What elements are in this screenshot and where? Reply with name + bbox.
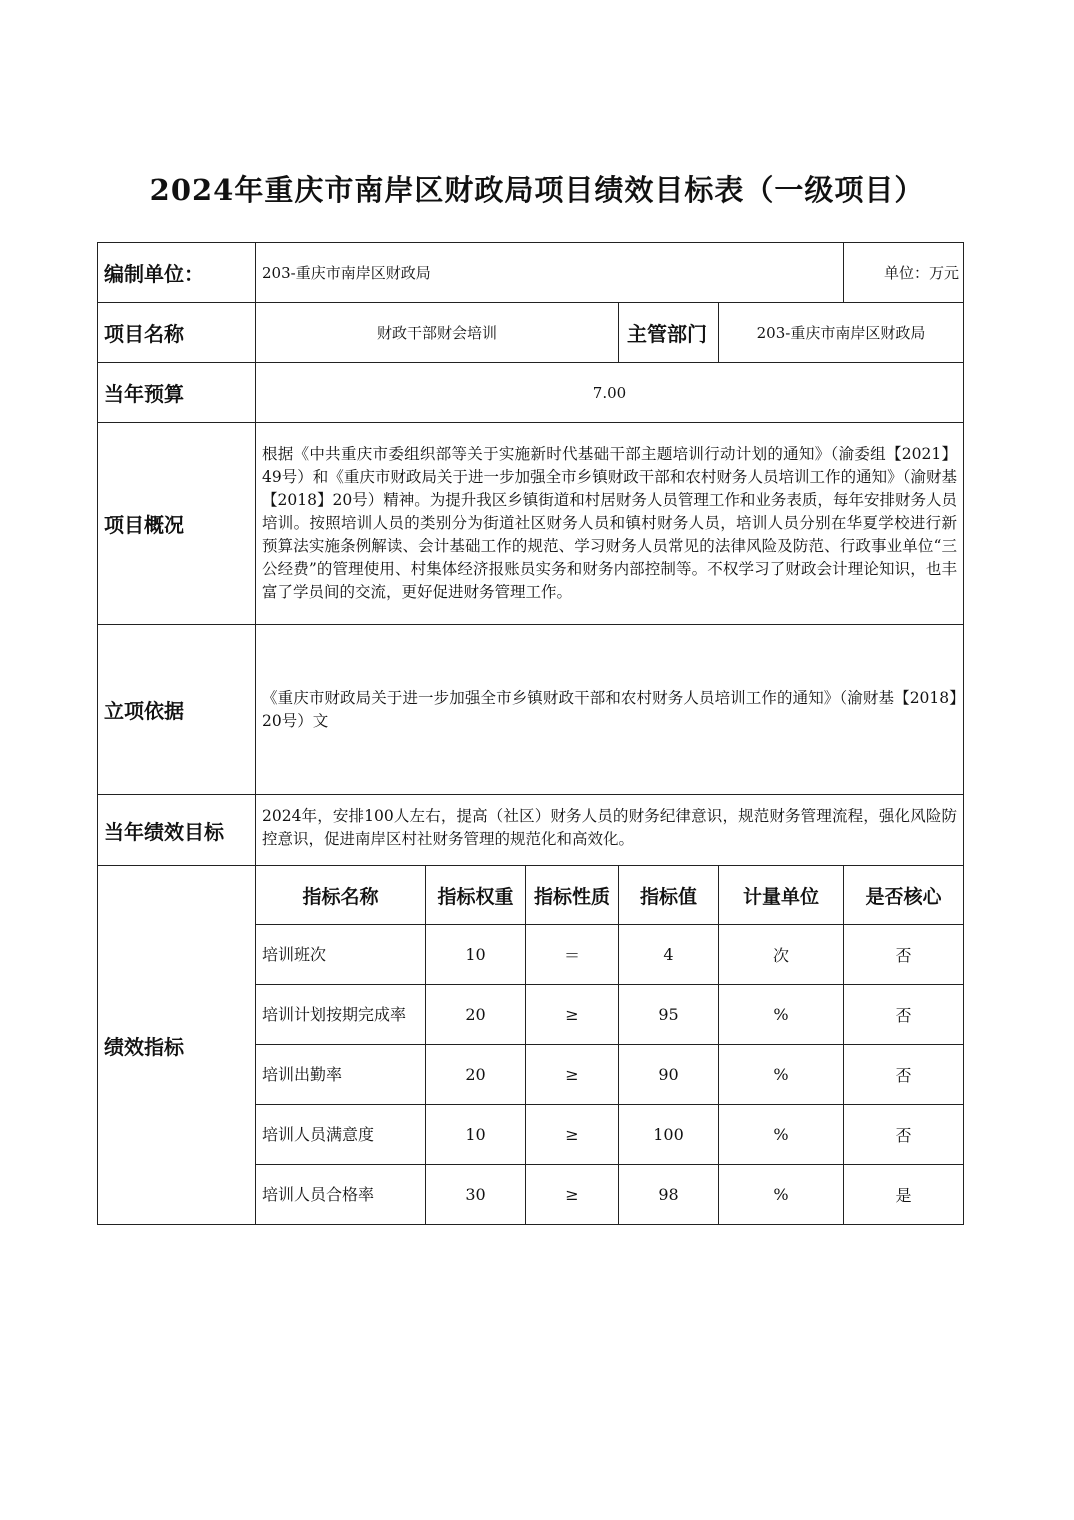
indicator-value: 4	[619, 925, 719, 985]
indicator-value: 95	[619, 985, 719, 1045]
overview-text: 根据《中共重庆市委组织部等关于实施新时代基础干部主题培训行动计划的通知》（渝委组【2021】49号）和《重庆市财政局关于进一步加强全市乡镇财政干部和农村财务人员培训工作的通知》（渝财基【2018】20号）精神。为提升我区乡镇街道和村居财务人员管理工作和业务表质，每年安排财务人员培训。按照培训人员的类别分为街道社区财务人员和镇村财务人员，培训人员分别在华夏学校进行新预算法实施条例解读、会计基础工作的规范、学习财务人员常见的法律风险及防范、行政事业单位“三公经费”的管理使用、村集体经济报账员实务和财务内部控制等。不权学习了财政会计理论知识，也丰富了学员间的交流，更好促进财务管理工作。	[256, 423, 964, 625]
budget-row	[98, 363, 964, 423]
indicator-unit: %	[719, 1165, 844, 1225]
indicator-core: 否	[844, 1105, 964, 1165]
header-nature: 指标性质	[526, 866, 619, 925]
budget-label: 当年预算	[98, 363, 256, 423]
basis-label: 立项依据	[98, 625, 256, 795]
goal-text: 2024年，安排100人左右，提高（社区）财务人员的财务纪律意识，规范财务管理流程，强化风险防控意识，促进南岸区村社财务管理的规范化和高效化。	[256, 795, 964, 866]
indicator-core: 是	[844, 1165, 964, 1225]
indicator-unit: %	[719, 985, 844, 1045]
dept-label: 主管部门	[619, 303, 719, 363]
performance-target-table	[97, 242, 964, 1225]
indicator-weight: 20	[426, 985, 526, 1045]
indicators-label: 绩效指标	[98, 866, 256, 1225]
indicator-weight: 10	[426, 925, 526, 985]
indicator-unit: %	[719, 1105, 844, 1165]
project-name-label: 项目名称	[98, 303, 256, 363]
unit-label: 编制单位：	[98, 243, 256, 303]
indicator-weight: 10	[426, 1105, 526, 1165]
indicator-name: 培训人员合格率	[256, 1165, 426, 1225]
indicator-name: 培训人员满意度	[256, 1105, 426, 1165]
indicator-value: 98	[619, 1165, 719, 1225]
indicator-header-row	[98, 866, 964, 925]
indicator-value: 100	[619, 1105, 719, 1165]
indicator-name: 培训计划按期完成率	[256, 985, 426, 1045]
overview-row	[98, 423, 964, 625]
indicator-nature: ≥	[526, 1165, 619, 1225]
goal-row	[98, 795, 964, 866]
indicator-nature: ≥	[526, 1105, 619, 1165]
project-row	[98, 303, 964, 363]
indicator-unit: %	[719, 1045, 844, 1105]
basis-text: 《重庆市财政局关于进一步加强全市乡镇财政干部和农村财务人员培训工作的通知》（渝财基【2018】20号）文	[256, 625, 964, 795]
basis-row	[98, 625, 964, 795]
indicator-unit: 次	[719, 925, 844, 985]
overview-label: 项目概况	[98, 423, 256, 625]
indicator-core: 否	[844, 925, 964, 985]
page-title: 2024年重庆市南岸区财政局项目绩效目标表（一级项目）	[149, 173, 925, 207]
dept-value: 203-重庆市南岸区财政局	[719, 303, 964, 363]
indicator-nature: ＝	[526, 925, 619, 985]
unit-value: 203-重庆市南岸区财政局	[256, 243, 844, 303]
indicator-nature: ≥	[526, 1045, 619, 1105]
goal-label: 当年绩效目标	[98, 795, 256, 866]
indicator-nature: ≥	[526, 985, 619, 1045]
indicator-weight: 20	[426, 1045, 526, 1105]
indicator-weight: 30	[426, 1165, 526, 1225]
header-unit: 计量单位	[719, 866, 844, 925]
project-name-value: 财政干部财会培训	[256, 303, 619, 363]
indicator-name: 培训出勤率	[256, 1045, 426, 1105]
header-weight: 指标权重	[426, 866, 526, 925]
budget-value: 7.00	[256, 363, 964, 423]
header-value: 指标值	[619, 866, 719, 925]
currency-unit: 单位：万元	[844, 243, 964, 303]
indicator-value: 90	[619, 1045, 719, 1105]
header-core: 是否核心	[844, 866, 964, 925]
indicator-core: 否	[844, 985, 964, 1045]
unit-row	[98, 243, 964, 303]
header-indicator-name: 指标名称	[256, 866, 426, 925]
indicator-name: 培训班次	[256, 925, 426, 985]
indicator-core: 否	[844, 1045, 964, 1105]
